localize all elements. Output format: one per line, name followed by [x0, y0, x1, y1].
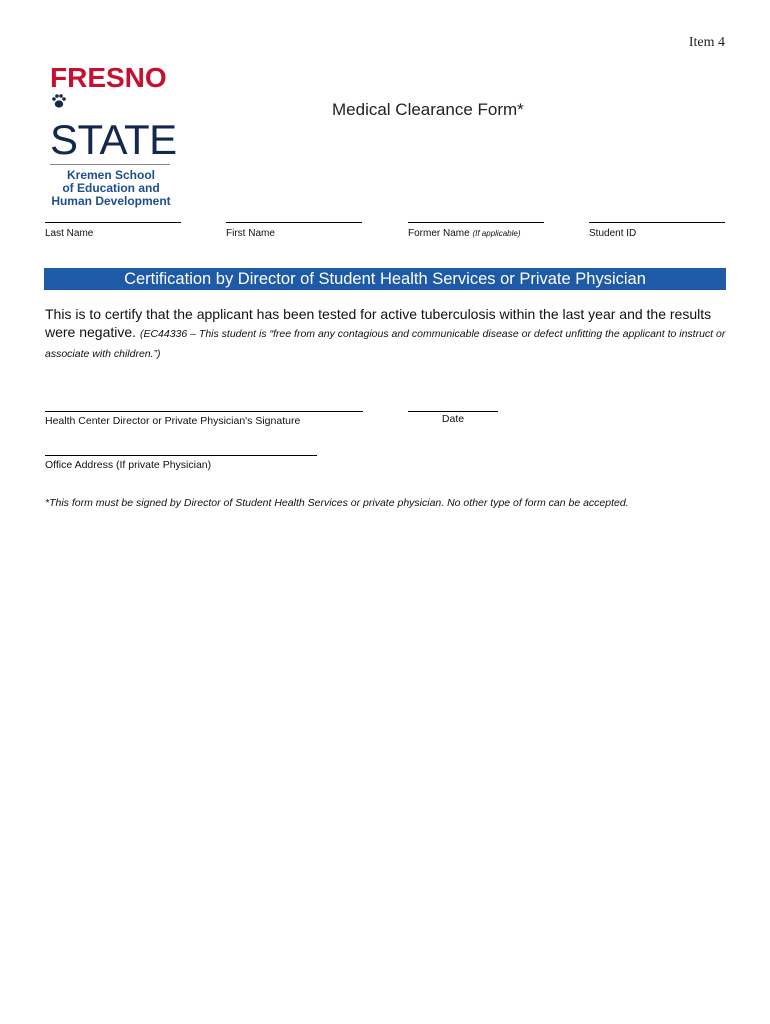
certification-banner: Certification by Director of Student Health Services or Private Physician [44, 268, 726, 290]
logo-subtitle: Kremen School of Education and Human Development [51, 168, 171, 208]
logo-state-text: STATE [50, 116, 177, 163]
item-number: Item 4 [688, 35, 725, 50]
office-address-label: Office Address (If private Physician) [45, 459, 212, 471]
date-label: Date [441, 413, 465, 425]
last-name-field[interactable]: Last Name [45, 222, 181, 239]
fresno-state-logo [50, 64, 180, 208]
logo-divider [50, 164, 170, 165]
certification-statement: This is to certify that the applicant has been tested for active tuberculosis within the last year and the results were negative. (EC44336 – This student is “free from any contagious and communicable disease or defect unfitting the applicant to instruct or associate with children.”) [45, 306, 726, 360]
ec-citation: (EC44336 – This student is “free from any contagious and communicable disease or defect unfitting the applicant to instruct or associate with children.”) [45, 328, 726, 360]
office-address-field[interactable] [45, 455, 317, 471]
student-id-field[interactable]: Student ID [589, 222, 725, 239]
first-name-field[interactable]: First Name [226, 222, 362, 239]
date-field[interactable] [408, 411, 498, 425]
signature-label: Health Center Director or Private Physician's Signature [45, 415, 301, 427]
footnote: *This form must be signed by Director of Student Health Services or private physician. No other type of form can be accepted. [45, 497, 629, 509]
former-name-field[interactable]: Former Name (If applicable) [408, 222, 544, 239]
logo-fresno-text: FRESNO [50, 62, 167, 93]
signature-field[interactable] [45, 411, 363, 427]
paw-print-icon [51, 92, 67, 110]
form-title: Medical Clearance Form* [332, 100, 524, 119]
